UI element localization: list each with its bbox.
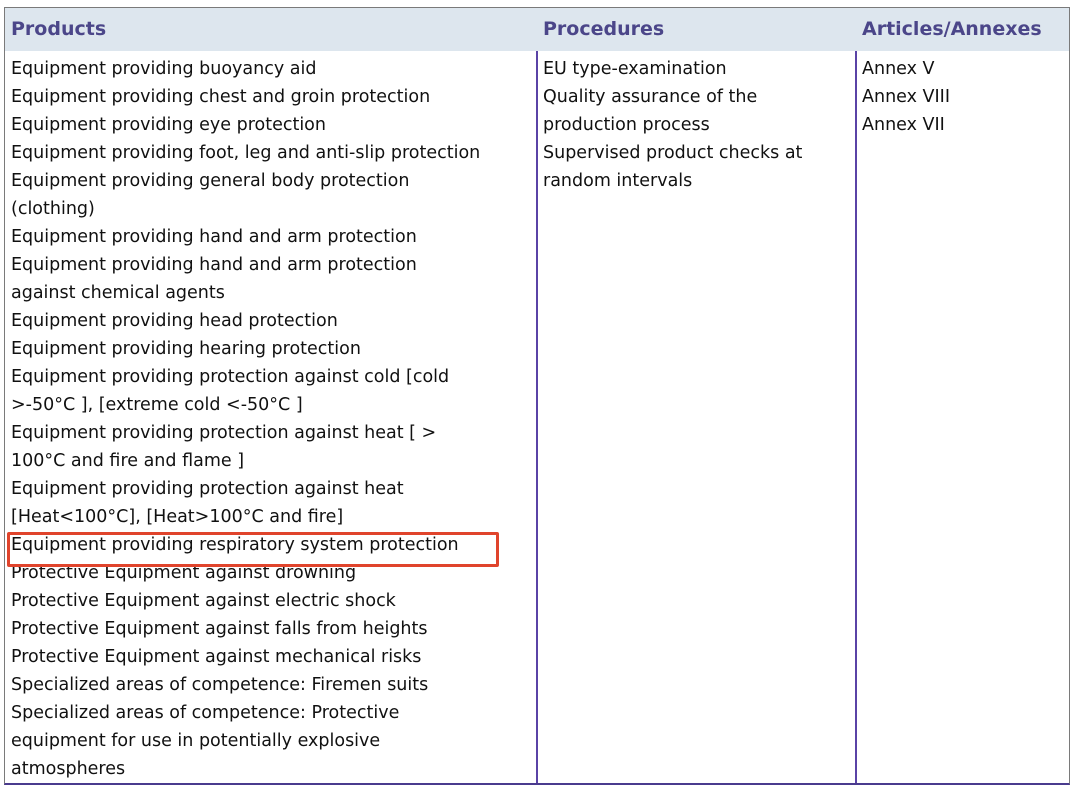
product-line: Equipment providing protection against heat [ >	[11, 423, 437, 443]
procedure-line: Quality assurance of the	[543, 87, 758, 107]
procedure-line: Supervised product checks at	[543, 143, 803, 163]
product-line: Equipment providing buoyancy aid	[11, 59, 317, 79]
annex-line: Annex VIII	[862, 87, 950, 107]
product-line: equipment for use in potentially explosive	[11, 731, 381, 751]
procedures-column	[543, 55, 802, 195]
annex-line: Annex VII	[862, 115, 945, 135]
product-line: Protective Equipment against drowning	[11, 563, 357, 583]
product-line: Equipment providing protection against cold [cold	[11, 367, 450, 387]
product-line: >-50°C ], [extreme cold <-50°C ]	[11, 395, 303, 415]
product-line: Equipment providing general body protection	[11, 171, 410, 191]
product-line-respiratory-highlighted: Equipment providing respiratory system protection	[11, 535, 459, 555]
product-line: (clothing)	[11, 199, 95, 219]
procedure-line: production process	[543, 115, 710, 135]
product-line: Specialized areas of competence: Firemen suits	[11, 675, 429, 695]
product-line: Equipment providing chest and groin protection	[11, 87, 431, 107]
column-divider	[855, 51, 857, 783]
product-line: against chemical agents	[11, 283, 225, 303]
product-line: Equipment providing hand and arm protection	[11, 227, 417, 247]
header-products: Products	[11, 18, 107, 40]
product-line: Protective Equipment against electric shock	[11, 591, 396, 611]
highlight-box	[7, 532, 499, 567]
product-line: [Heat<100°C], [Heat>100°C and fire]	[11, 507, 344, 527]
procedure-line: EU type-examination	[543, 59, 727, 79]
product-line: Equipment providing hearing protection	[11, 339, 361, 359]
column-divider	[536, 51, 538, 783]
product-line: Equipment providing hand and arm protection	[11, 255, 417, 275]
table-header-row	[5, 8, 1069, 51]
product-line: Specialized areas of competence: Protective	[11, 703, 400, 723]
product-line: Equipment providing head protection	[11, 311, 338, 331]
header-procedures: Procedures	[543, 18, 665, 40]
articles-annexes-column	[862, 55, 950, 139]
product-line: Equipment providing eye protection	[11, 115, 326, 135]
procedure-line: random intervals	[543, 171, 693, 191]
annex-line: Annex V	[862, 59, 935, 79]
notified-body-table	[4, 7, 1070, 785]
product-line: Equipment providing foot, leg and anti-slip protection	[11, 143, 481, 163]
products-column	[11, 55, 480, 783]
product-line: 100°C and fire and flame ]	[11, 451, 245, 471]
product-line: Equipment providing protection against heat	[11, 479, 404, 499]
product-line: atmospheres	[11, 759, 126, 779]
product-line: Protective Equipment against falls from heights	[11, 619, 428, 639]
product-line: Protective Equipment against mechanical risks	[11, 647, 422, 667]
header-articles-annexes: Articles/Annexes	[862, 18, 1042, 40]
